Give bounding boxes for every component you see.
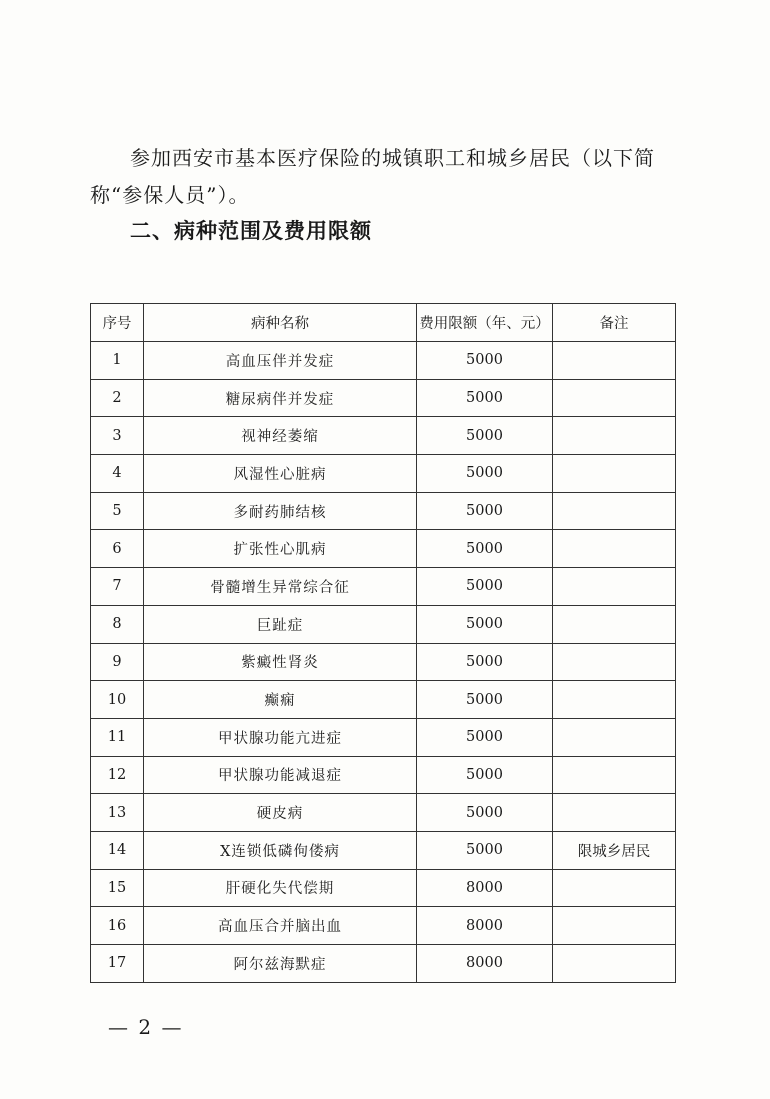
disease-fee-table: [90, 303, 676, 983]
page-number: — 2 —: [108, 1015, 184, 1039]
row-fee-limit: 5000: [417, 681, 553, 719]
row-disease-name: 甲状腺功能亢进症: [144, 718, 417, 756]
row-disease-name: 肝硬化失代偿期: [144, 869, 417, 907]
row-index: 6: [91, 530, 144, 568]
row-fee-limit: 5000: [417, 756, 553, 794]
row-disease-name: 高血压伴并发症: [144, 342, 417, 380]
row-remark: [553, 869, 676, 907]
row-fee-limit: 5000: [417, 342, 553, 380]
table-row: [91, 756, 676, 794]
table-row: [91, 455, 676, 493]
row-index: 14: [91, 831, 144, 869]
row-fee-limit: 5000: [417, 794, 553, 832]
row-remark: [553, 342, 676, 380]
row-remark: [553, 379, 676, 417]
row-fee-limit: 5000: [417, 831, 553, 869]
table-row: [91, 417, 676, 455]
row-index: 11: [91, 718, 144, 756]
row-disease-name: 视神经萎缩: [144, 417, 417, 455]
table-row: [91, 869, 676, 907]
row-disease-name: 高血压合并脑出血: [144, 907, 417, 945]
row-index: 5: [91, 492, 144, 530]
row-remark: [553, 643, 676, 681]
table-row: [91, 681, 676, 719]
header-disease-name: 病种名称: [144, 304, 417, 342]
row-index: 9: [91, 643, 144, 681]
table-row: [91, 342, 676, 380]
row-fee-limit: 8000: [417, 869, 553, 907]
row-fee-limit: 5000: [417, 455, 553, 493]
row-index: 7: [91, 568, 144, 606]
row-index: 10: [91, 681, 144, 719]
table-row: [91, 492, 676, 530]
row-disease-name: 癫痫: [144, 681, 417, 719]
row-remark: [553, 756, 676, 794]
table-row: [91, 379, 676, 417]
table-row: [91, 643, 676, 681]
row-disease-name: 甲状腺功能减退症: [144, 756, 417, 794]
header-index: 序号: [91, 304, 144, 342]
row-disease-name: 阿尔兹海默症: [144, 945, 417, 983]
row-disease-name: X连锁低磷佝偻病: [144, 831, 417, 869]
table-row: [91, 907, 676, 945]
row-disease-name: 巨趾症: [144, 605, 417, 643]
row-fee-limit: 8000: [417, 907, 553, 945]
row-remark: 限城乡居民: [553, 831, 676, 869]
row-disease-name: 骨髓增生异常综合征: [144, 568, 417, 606]
row-remark: [553, 605, 676, 643]
row-fee-limit: 8000: [417, 945, 553, 983]
row-fee-limit: 5000: [417, 643, 553, 681]
row-remark: [553, 492, 676, 530]
row-remark: [553, 794, 676, 832]
header-remark: 备注: [553, 304, 676, 342]
row-remark: [553, 455, 676, 493]
header-fee-limit: 费用限额（年、元）: [417, 304, 553, 342]
row-fee-limit: 5000: [417, 568, 553, 606]
row-fee-limit: 5000: [417, 718, 553, 756]
row-disease-name: 紫癜性肾炎: [144, 643, 417, 681]
row-remark: [553, 945, 676, 983]
row-index: 1: [91, 342, 144, 380]
row-disease-name: 扩张性心肌病: [144, 530, 417, 568]
row-remark: [553, 530, 676, 568]
row-fee-limit: 5000: [417, 605, 553, 643]
row-index: 8: [91, 605, 144, 643]
row-index: 16: [91, 907, 144, 945]
table-body: [91, 342, 676, 983]
table-row: [91, 605, 676, 643]
table-row: [91, 530, 676, 568]
row-fee-limit: 5000: [417, 417, 553, 455]
row-index: 17: [91, 945, 144, 983]
table-row: [91, 794, 676, 832]
row-disease-name: 多耐药肺结核: [144, 492, 417, 530]
table-row: [91, 568, 676, 606]
row-fee-limit: 5000: [417, 492, 553, 530]
row-remark: [553, 718, 676, 756]
table-header-row: [91, 304, 676, 342]
row-disease-name: 风湿性心脏病: [144, 455, 417, 493]
row-index: 3: [91, 417, 144, 455]
row-index: 13: [91, 794, 144, 832]
row-index: 12: [91, 756, 144, 794]
row-index: 2: [91, 379, 144, 417]
row-remark: [553, 417, 676, 455]
row-index: 15: [91, 869, 144, 907]
row-disease-name: 硬皮病: [144, 794, 417, 832]
intro-paragraph: 参加西安市基本医疗保险的城镇职工和城乡居民（以下简称“参保人员”）。: [90, 146, 655, 207]
row-fee-limit: 5000: [417, 379, 553, 417]
table-row: [91, 718, 676, 756]
row-remark: [553, 907, 676, 945]
row-remark: [553, 681, 676, 719]
row-remark: [553, 568, 676, 606]
table-row: [91, 945, 676, 983]
row-fee-limit: 5000: [417, 530, 553, 568]
row-disease-name: 糖尿病伴并发症: [144, 379, 417, 417]
section-heading: 二、病种范围及费用限额: [130, 219, 372, 243]
row-index: 4: [91, 455, 144, 493]
table-row: [91, 831, 676, 869]
